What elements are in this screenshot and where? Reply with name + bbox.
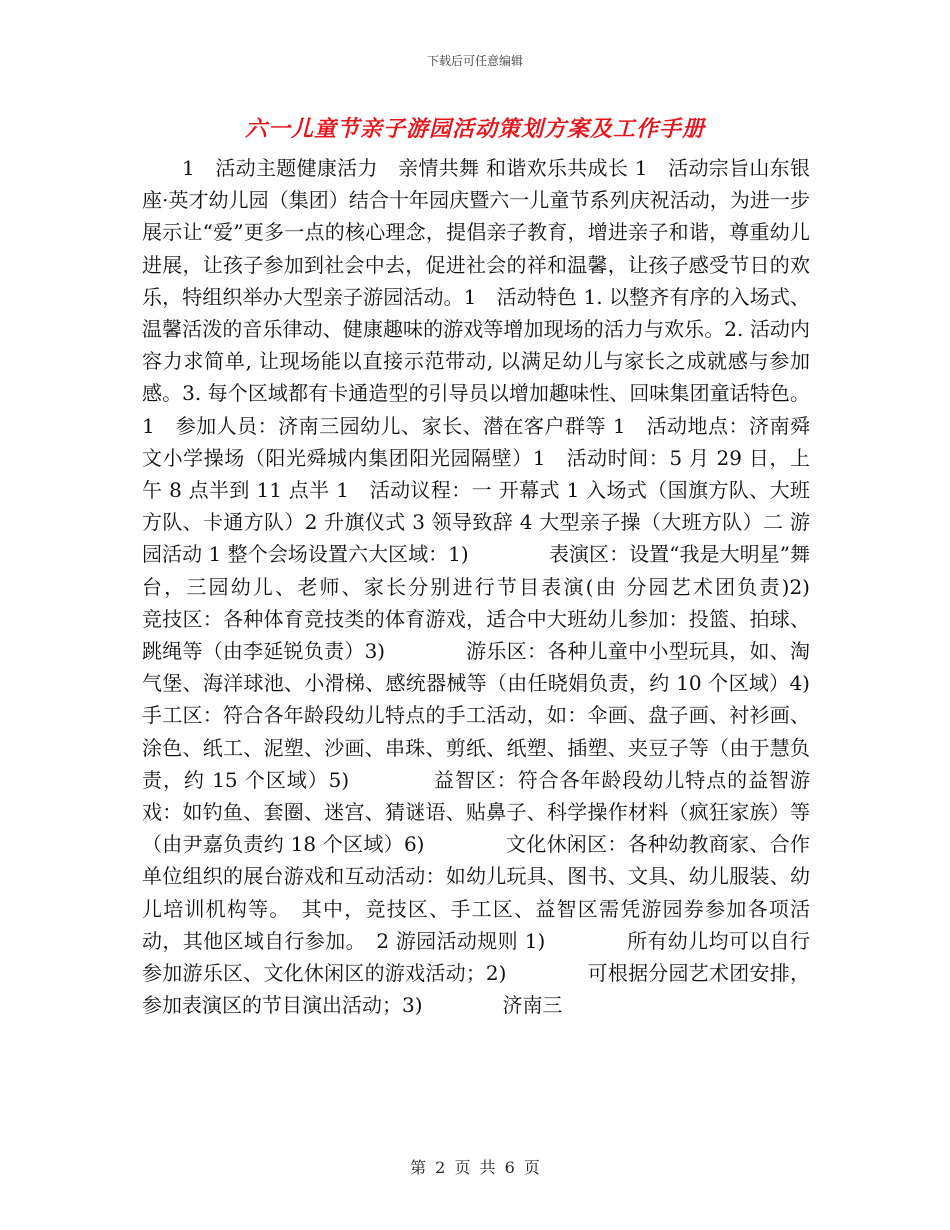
document-body-text: 1 活动主题健康活力 亲情共舞 和谐欢乐共成长 1 活动宗旨山东银座·英才幼儿园（集团）结合十年园庆暨六一儿童节系列庆祝活动，为进一步展示让“爱”更多一点的核心理念，提倡亲子教育，增进亲子和谐，尊重幼儿进展，让孩子参加到社会中去，促进社会的祥和温馨，让孩子感受节日的欢乐，特组织举办大型亲子游园活动。1 活动特色 1. 以整齐有序的入场式、温馨活泼的音乐律动、健康趣味的游戏等增加现场的活力与欢乐。2. 活动内容力求简单, 让现场能以直接示范带动, 以满足幼儿与家长之成就感与参加感。3. 每个区域都有卡通造型的引导员以增加趣味性、回味集团童话特色。1 参加人员：济南三园幼儿、家长、潜在客户群等 1 活动地点：济南舜文小学操场（阳光舜城内集团阳光园隔壁）1 活动时间：5 月 29 日，上午 8 点半到 11 点半 1 活动议程：一 开幕式 1 入场式（国旗方队、大班方队、卡通方队）2 升旗仪式 3 领导致辞 4 大型亲子操（大班方队）二 游园活动 1 整个会场设置六大区域：1) 表演区：设置“我是大明星”舞台，三园幼儿、老师、家长分别进行节目表演(由 分园艺术团负责)2) 竞技区：各种体育竞技类的体育游戏，适合中大班幼儿参加：投篮、拍球、跳绳等（由李延锐负责）3) 游乐区：各种儿童中小型玩具，如、淘气堡、海洋球池、小滑梯、感统器械等（由任晓娟负责，约 10 个区域）4) 手工区：符合各年龄段幼儿特点的手工活动，如：伞画、盘子画、衬衫画、涂色、纸工、泥塑、沙画、串珠、剪纸、纸塑、插塑、夹豆子等（由于慧负责，约 15 个区域）5) 益智区：符合各年龄段幼儿特点的益智游戏：如钓鱼、套圈、迷宫、猜谜语、贴鼻子、科学操作材料（疯狂家族）等（由尹嘉负责约 18 个区域）6) 文化休闲区：各种幼教商家、合作单位组织的展台游戏和互动活动：如幼儿玩具、图书、文具、幼儿服装、幼儿培训机构等。 其中，竞技区、手工区、益智区需凭游园券参加各项活动，其他区域自行参加。 2 游园活动规则 1) 所有幼儿均可以自行参加游乐区、文化休闲区的游戏活动；2) 可根据分园艺术团安排，参加表演区的节目演出活动；3) 济南三: [142, 156, 890, 1018]
document-title: 六一儿童节亲子游园活动策划方案及工作手册: [244, 116, 705, 142]
page-header-note: 下载后可任意编辑: [426, 54, 523, 68]
page-number-footer: 第 2 页 共 6 页: [410, 1158, 540, 1177]
